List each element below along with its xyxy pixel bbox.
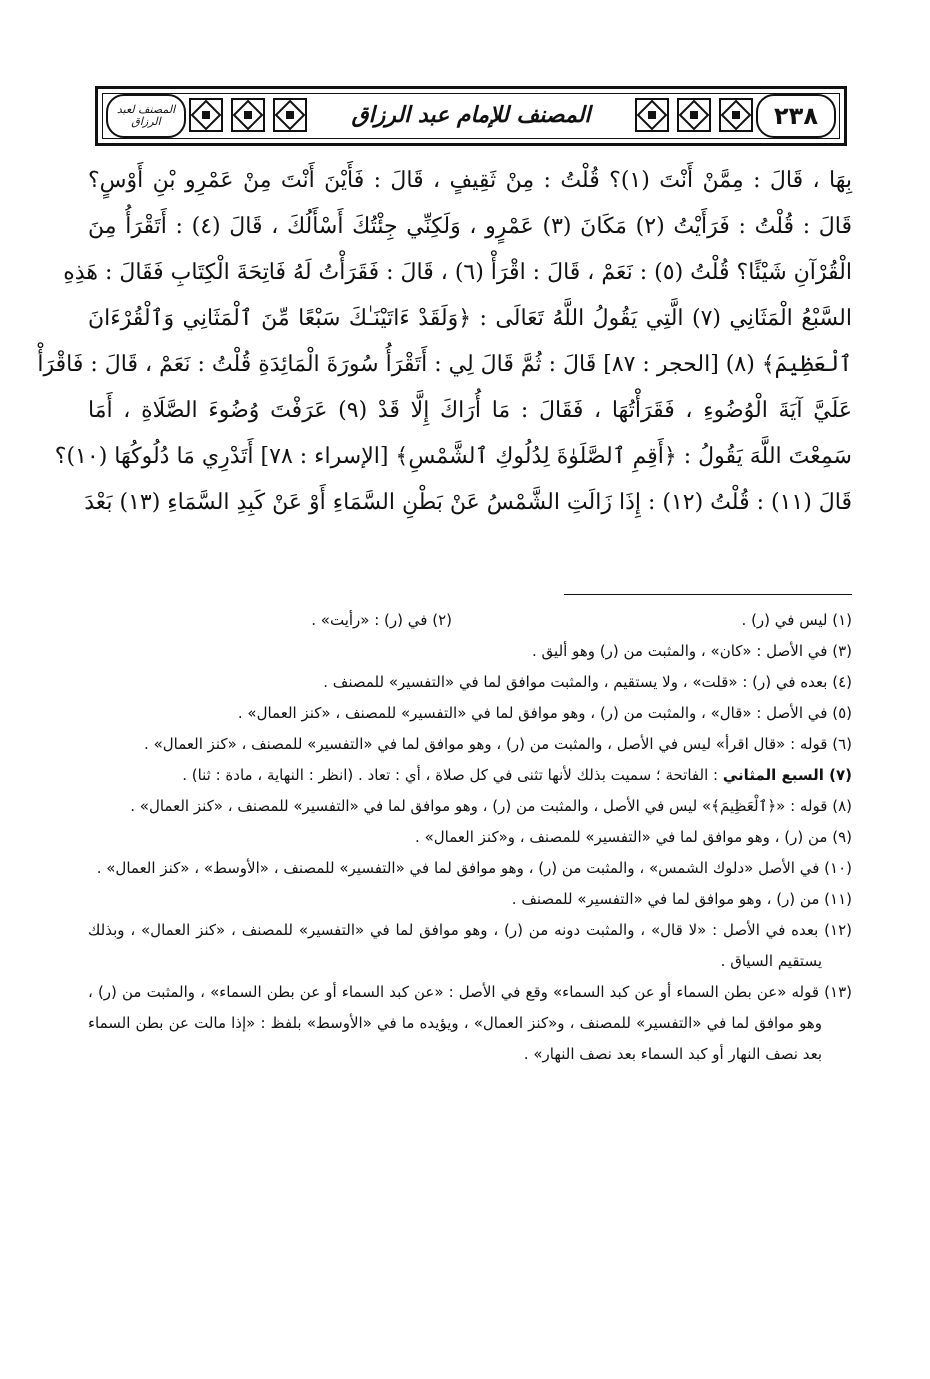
footnote-9: (٩) من (ر) ، وهو موافق لما في «التفسير» للمصنف ، و«كنز العمال» . — [415, 828, 852, 846]
footnote-12: (١٢) بعده في الأصل : «لا قال» ، والمثبت دونه من (ر) ، وهو موافق لما في «التفسير» للمصنف ، «كنز العمال» ، وبذلك يستقيم السياق . — [88, 921, 852, 970]
footnotes — [88, 605, 852, 1070]
footnote-row — [88, 605, 852, 636]
footnote-7-label: (٧) السبع المثاني — [722, 766, 852, 784]
main-text — [37, 158, 852, 526]
footnote-6: (٦) قوله : «قال اقرأ» ليس في الأصل ، والمثبت من (ر) ، وهو موافق لما في «التفسير» للمصنف ، «كنز العمال» . — [144, 735, 852, 753]
footnote-7 — [88, 760, 852, 791]
header-ornament-left — [188, 95, 308, 135]
main-line: عَلَيَّ آيَةَ الْوُضُوءِ ، فَقَرَأْتُهَا ، فَقَالَ : مَا أُرَاكَ إِلَّا قَدْ (٩) عَرَفْتَ وُضُوءَ الصَّلَاةِ ، أَمَا — [88, 398, 852, 423]
main-line: قَالَ (١١) : قُلْتُ (١٢) : إِذَا زَالَتِ الشَّمْسُ عَنْ بَطْنِ السَّمَاءِ أَوْ عَنْ كَبِدِ السَّمَاءِ (١٣) بَعْدَ — [84, 490, 852, 515]
main-line: بِهَا ، قَالَ : مِمَّنْ أَنْتَ (١)؟ قُلْتُ : مِنْ ثَقِيفٍ ، قَالَ : فَأَيْنَ أَنْتَ مِنْ عَمْرِو بْنِ أَوْسٍ؟ — [88, 168, 852, 193]
main-line: السَّبْعُ الْمَثَانِي (٧) الَّتِي يَقُولُ اللَّهُ تَعَالَى : ﴿وَلَقَدْ ءَاتَيْنَـٰكَ سَبْعًا مِّنَ ٱلْمَثَانِي وَٱلْقُرْءَانَ — [88, 306, 852, 331]
footnote-2: (٢) في (ر) : «رأيت» . — [311, 611, 452, 629]
main-line: قَالَ : قُلْتُ : فَرَأَيْتُ (٢) مَكَانَ (٣) عَمْرٍو ، وَلَكِنِّي جِئْتُكَ أَسْأَلُكَ ، قَالَ (٤) : أَتَقْرَأُ مِنَ — [88, 214, 852, 239]
footnote-1: (١) ليس في (ر) . — [741, 611, 852, 629]
header-seal — [106, 94, 186, 138]
main-line: سَمِعْتَ اللَّهَ يَقُولُ : ﴿أَقِمِ ٱلصَّلَوٰةَ لِدُلُوكِ ٱلشَّمْسِ﴾ [الإسراء : ٧٨] أَتَدْرِي مَا دُلُوكُهَا (١٠)؟ — [54, 444, 852, 469]
page-number: ٢٣٨ — [774, 102, 818, 130]
footnote-divider — [564, 594, 852, 595]
page-number-box — [756, 94, 836, 138]
ornament-pattern-icon — [188, 95, 308, 135]
main-line: ٱلْعَظِيمَ﴾ (٨) [الحجر : ٨٧] قَالَ : ثُمَّ قَالَ لِي : أَتَقْرَأُ سُورَةَ الْمَائِدَةِ قُلْتُ : نَعَمْ ، قَالَ : فَاقْرَأْ — [37, 352, 852, 377]
main-line: الْقُرْآنِ شَيْئًا؟ قُلْتُ (٥) : نَعَمْ ، قَالَ : اقْرَأْ (٦) ، قَالَ : فَقَرَأْتُ لَهُ فَاتِحَةَ الْكِتَابِ فَقَالَ : هَذِهِ — [63, 260, 852, 285]
footnote-4: (٤) بعده في (ر) : «قلت» ، ولا يستقيم ، والمثبت موافق لما في «التفسير» للمصنف . — [323, 673, 852, 691]
footnote-7-text: : الفاتحة ؛ سميت بذلك لأنها تثنى في كل صلاة ، أي : تعاد . (انظر : النهاية ، مادة : ثنا) . — [182, 766, 719, 784]
running-header — [95, 86, 847, 146]
footnote-10: (١٠) في الأصل «دلوك الشمس» ، والمثبت من (ر) ، وهو موافق لما في «التفسير» للمصنف ، «الأوسط» ، «كنز العمال» . — [96, 859, 852, 877]
header-ornament-right — [634, 95, 754, 135]
footnote-3: (٣) في الأصل : «كان» ، والمثبت من (ر) وهو أليق . — [532, 642, 852, 660]
running-title: المصنف للإمام عبد الرزاق — [351, 102, 591, 128]
footnote-8: (٨) قوله : «﴿ٱلْعَظِيمَ﴾» ليس في الأصل ، والمثبت من (ر) ، وهو موافق لما في «التفسير» للمصنف ، «كنز العمال» . — [130, 797, 852, 815]
footnote-13: (١٣) قوله «عن بطن السماء أو عن كبد السماء» وقع في الأصل : «عن كبد السماء أو عن بطن السماء» ، والمثبت من (ر) ، وهو موافق لما في «التفسير» للمصنف ، و«كنز العمال» ، ويؤيده ما في «الأوسط» بلفظ : «إذا مالت عن بطن السماء بعد نصف النهار أو كبد السماء بعد نصف النهار» . — [88, 983, 852, 1063]
footnote-5: (٥) في الأصل : «قال» ، والمثبت من (ر) ، وهو موافق لما في «التفسير» للمصنف ، «كنز العمال» . — [237, 704, 852, 722]
seal-text: المصنف لعبد الرزاق — [116, 103, 176, 128]
ornament-pattern-icon — [634, 95, 754, 135]
footnote-11: (١١) من (ر) ، وهو موافق لما في «التفسير» للمصنف . — [511, 890, 852, 908]
